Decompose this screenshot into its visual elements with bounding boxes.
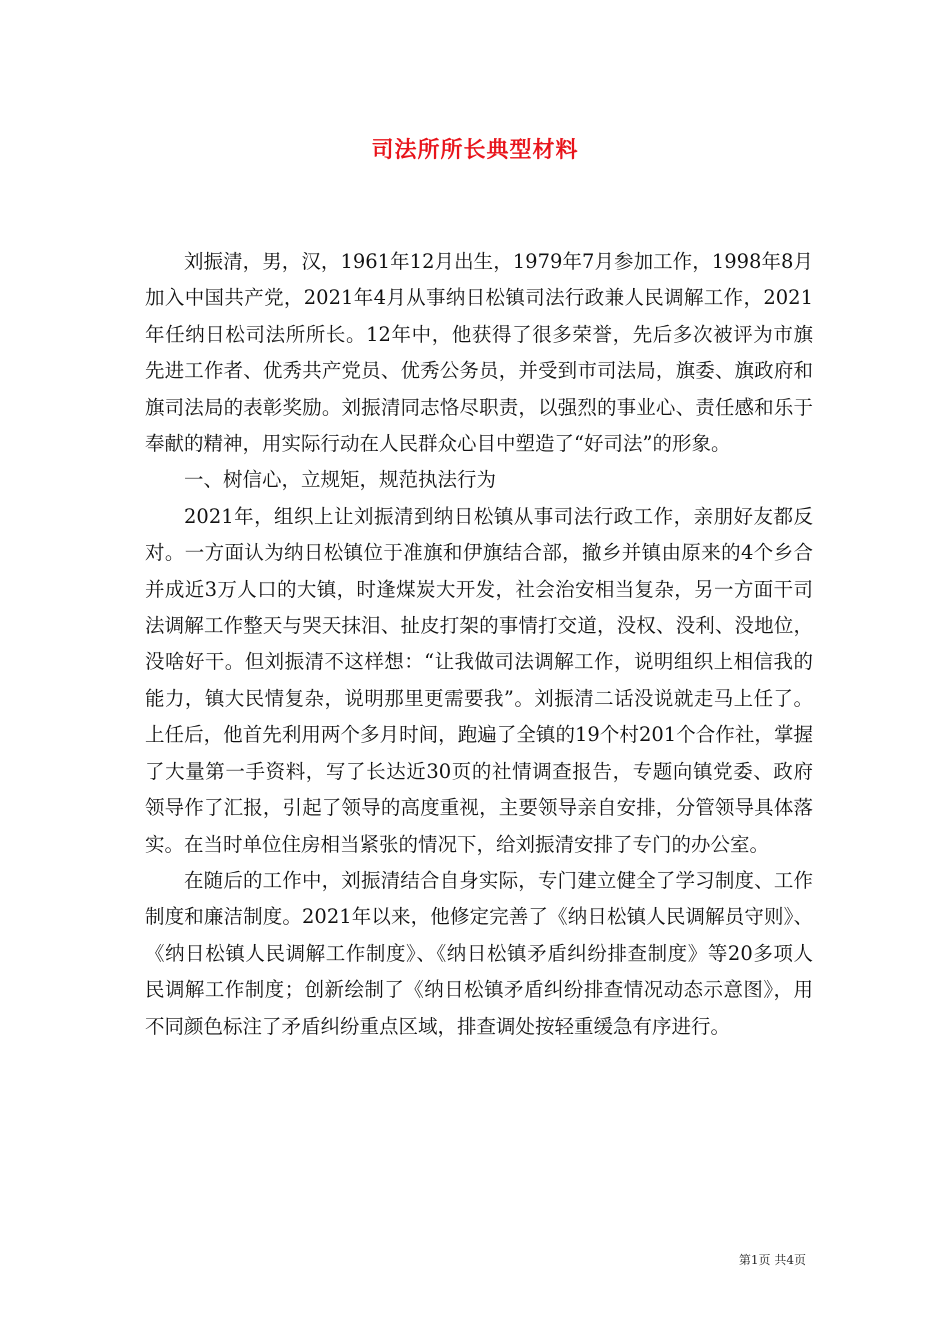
document-body: [145, 244, 813, 1045]
paragraph-section-one: 2021年，组织上让刘振清到纳日松镇从事司法行政工作，亲朋好友都反对。一方面认为纳日松镇位于准旗和伊旗结合部，撤乡并镇由原来的4个乡合并成近3万人口的大镇，时逢煤炭大开发，社会治安相当复杂，另一方面干司法调解工作整天与哭天抹泪、扯皮打架的事情打交道，没权、没利、没地位，没啥好干。但刘振清不这样想：“让我做司法调解工作，说明组织上相信我的能力，镇大民情复杂，说明那里更需要我”。刘振清二话没说就走马上任了。上任后，他首先利用两个多月时间，跑遍了全镇的19个村201个合作社，掌握了大量第一手资料，写了长达近30页的社情调查报告，专题向镇党委、政府领导作了汇报，引起了领导的高度重视，主要领导亲自安排，分管领导具体落实。在当时单位住房相当紧张的情况下，给刘振清安排了专门的办公室。: [145, 504, 813, 856]
section-heading: 一、树信心，立规矩，规范执法行为: [184, 468, 497, 492]
paragraph-intro: 刘振清，男，汉，1961年12月出生，1979年7月参加工作，1998年8月加入中国共产党，2021年4月从事纳日松镇司法行政兼人民调解工作，2021年任纳日松司法所所长。12年中，他获得了很多荣誉，先后多次被评为市旗先进工作者、优秀共产党员、优秀公务员，并受到市司法局，旗委、旗政府和旗司法局的表彰奖励。刘振清同志恪尽职责，以强烈的事业心、责任感和乐于奉献的精神，用实际行动在人民群众心目中塑造了“好司法”的形象。: [145, 250, 813, 456]
document-title: 司法所所长典型材料: [371, 137, 579, 163]
paragraph-rules: 在随后的工作中，刘振清结合自身实际，专门建立健全了学习制度、工作制度和廉洁制度。2021年以来，他修定完善了《纳日松镇人民调解员守则》、《纳日松镇人民调解工作制度》、《纳日松镇矛盾纠纷排查制度》等20多项人民调解工作制度；创新绘制了《纳日松镇矛盾纠纷排查情况动态示意图》，用不同颜色标注了矛盾纠纷重点区域，排查调处按轻重缓急有序进行。: [145, 868, 813, 1038]
page-number-footer: 第1页 共4页: [738, 1253, 806, 1267]
